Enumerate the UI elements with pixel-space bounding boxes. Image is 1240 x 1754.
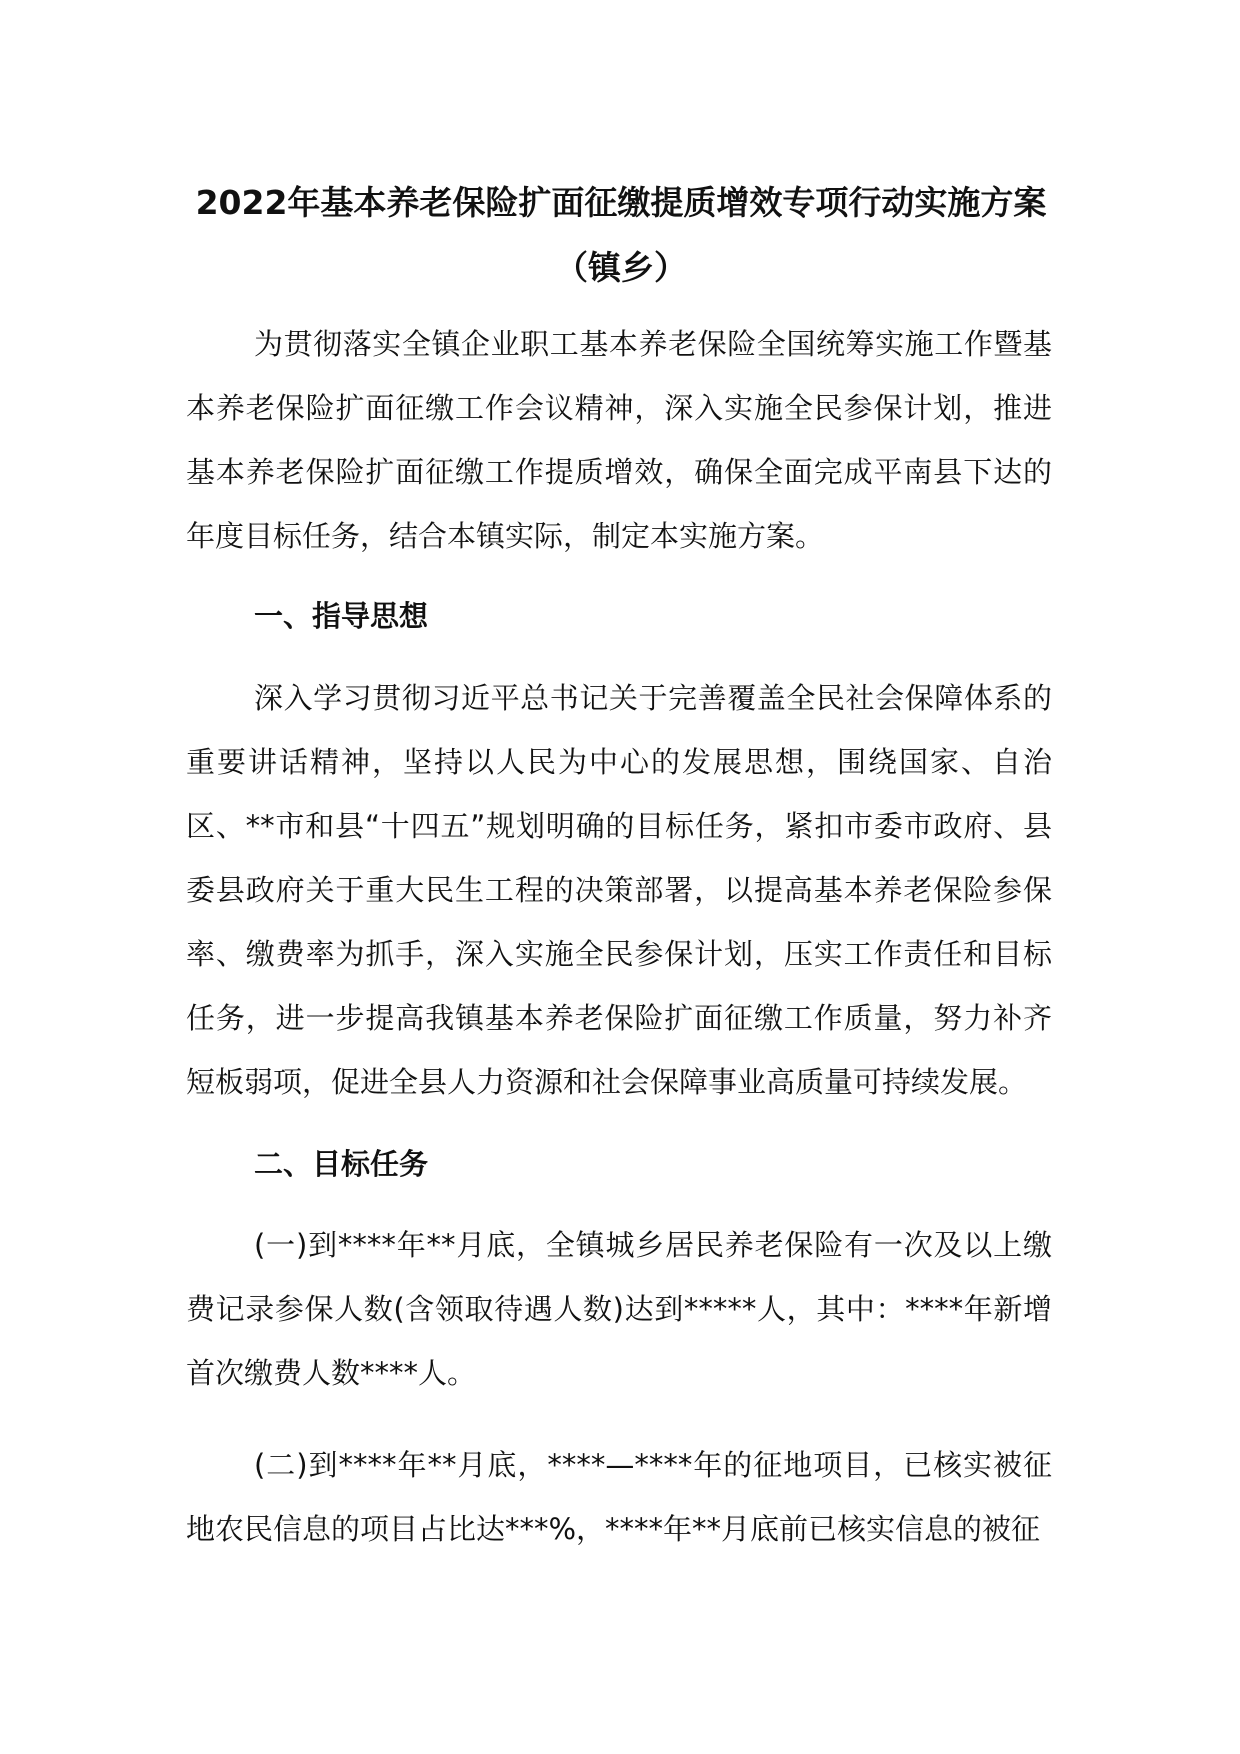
paragraph-goal-1: (一)到****年**月底，全镇城乡居民养老保险有一次及以上缴费记录参保人数(含领取待遇人数)达到*****人，其中：****年新增首次缴费人数****人。 [186,1228,1052,1390]
paragraph-intro: 为贯彻落实全镇企业职工基本养老保险全国统筹实施工作暨基本养老保险扩面征缴工作会议精神，深入实施全民参保计划，推进基本养老保险扩面征缴工作提质增效，确保全面完成平南县下达的年度目标任务，结合本镇实际，制定本实施方案。 [186,327,1052,553]
paragraph-guiding-ideology: 深入学习贯彻习近平总书记关于完善覆盖全民社会保障体系的重要讲话精神，坚持以人民为中心的发展思想，围绕国家、自治区、**市和县“十四五”规划明确的目标任务，紧扣市委市政府、县委县政府关于重大民生工程的决策部署，以提高基本养老保险参保率、缴费率为抓手，深入实施全民参保计划，压实工作责任和目标任务，进一步提高我镇基本养老保险扩面征缴工作质量，努力补齐短板弱项，促进全县人力资源和社会保障事业高质量可持续发展。 [186,681,1052,1099]
section-heading-goals: 二、目标任务 [254,1147,429,1181]
paragraph-goal-2: (二)到****年**月底，****—****年的征地项目，已核实被征地农民信息的项目占比达***%，****年**月底前已核实信息的被征 [186,1448,1052,1546]
document-title: 2022年基本养老保险扩面征缴提质增效专项行动实施方案（镇乡） [195,183,1047,287]
section-heading-guiding-ideology: 一、指导思想 [254,599,429,633]
